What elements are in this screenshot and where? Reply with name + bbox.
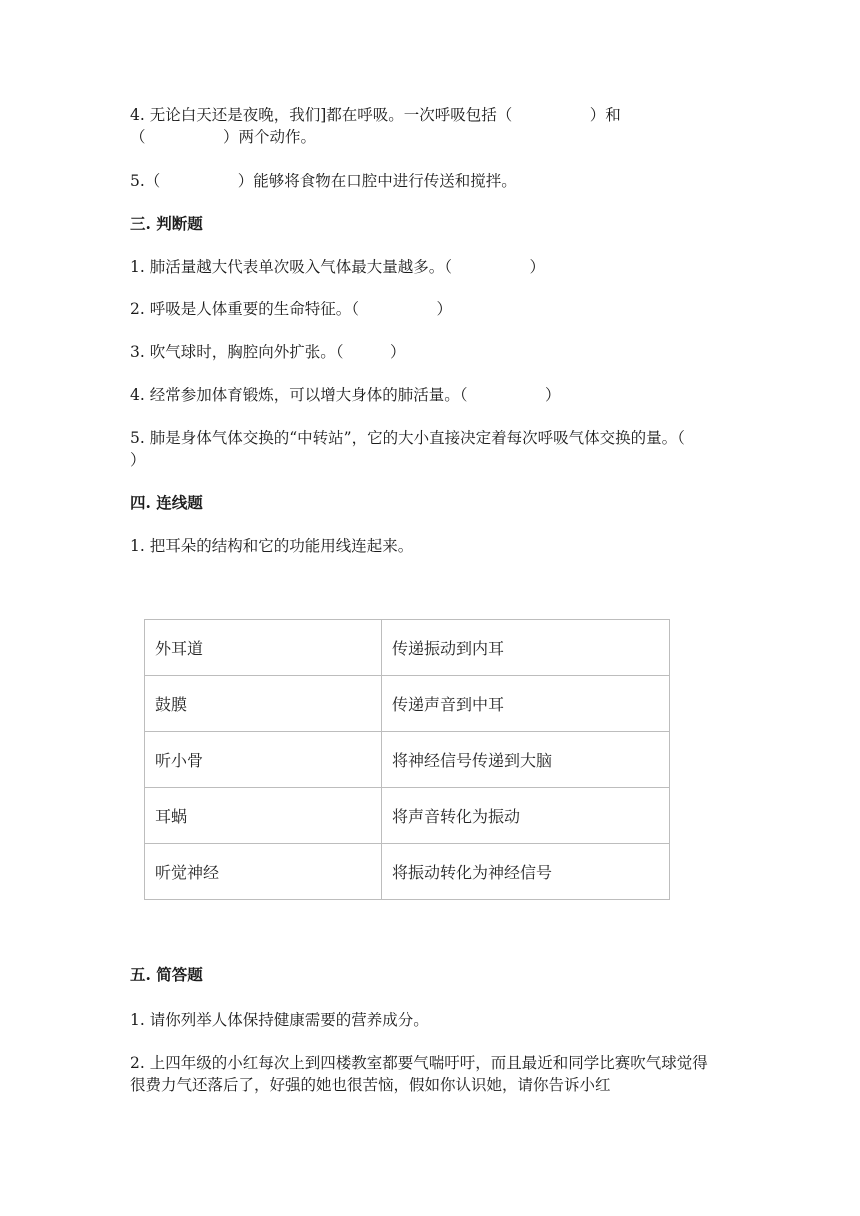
- section-3-heading: 三. 判断题: [130, 214, 203, 233]
- ear-function-cell: 将声音转化为振动: [382, 788, 670, 844]
- ear-function-cell: 传递声音到中耳: [382, 676, 670, 732]
- ear-matching-table: [144, 619, 670, 900]
- question-4-line-1: 4. 无论白天还是夜晚，我们]都在呼吸。一次呼吸包括（ ）和: [130, 106, 621, 124]
- table-row: [145, 732, 670, 788]
- judgement-item-2: 2. 呼吸是人体重要的生命特征。（ ）: [130, 300, 452, 318]
- question-4-line-2: （ ）两个动作。: [130, 128, 317, 146]
- ear-part-cell: 听觉神经: [145, 844, 382, 900]
- judgement-item-1: 1. 肺活量越大代表单次吸入气体最大量越多。（ ）: [130, 258, 545, 276]
- ear-part-cell: 耳蜗: [145, 788, 382, 844]
- ear-function-cell: 将振动转化为神经信号: [382, 844, 670, 900]
- table-row: [145, 844, 670, 900]
- short-answer-item-2: 2. 上四年级的小红每次上到四楼教室都要气喘吁吁，而且最近和同学比赛吹气球觉得很费力气还落后了，好强的她也很苦恼，假如你认识她，请你告诉小红: [130, 1054, 708, 1094]
- section-4-heading: 四. 连线题: [130, 493, 203, 512]
- table-row: [145, 620, 670, 676]
- ear-part-cell: 听小骨: [145, 732, 382, 788]
- judgement-item-3: 3. 吹气球时，胸腔向外扩张。（ ）: [130, 343, 406, 361]
- question-5: 5.（ ）能够将食物在口腔中进行传送和搅拌。: [130, 172, 517, 190]
- judgement-item-4: 4. 经常参加体育锻炼，可以增大身体的肺活量。（ ）: [130, 386, 561, 404]
- ear-function-cell: 将神经信号传递到大脑: [382, 732, 670, 788]
- ear-part-cell: 鼓膜: [145, 676, 382, 732]
- table-row: [145, 676, 670, 732]
- ear-function-cell: 传递振动到内耳: [382, 620, 670, 676]
- short-answer-item-1: 1. 请你列举人体保持健康需要的营养成分。: [130, 1011, 429, 1029]
- judgement-item-5: 5. 肺是身体气体交换的“中转站”，它的大小直接决定着每次呼吸气体交换的量。（ ）: [130, 429, 732, 469]
- matching-item-1: 1. 把耳朵的结构和它的功能用线连起来。: [130, 537, 414, 555]
- table-row: [145, 788, 670, 844]
- ear-part-cell: 外耳道: [145, 620, 382, 676]
- section-5-heading: 五. 简答题: [130, 965, 203, 984]
